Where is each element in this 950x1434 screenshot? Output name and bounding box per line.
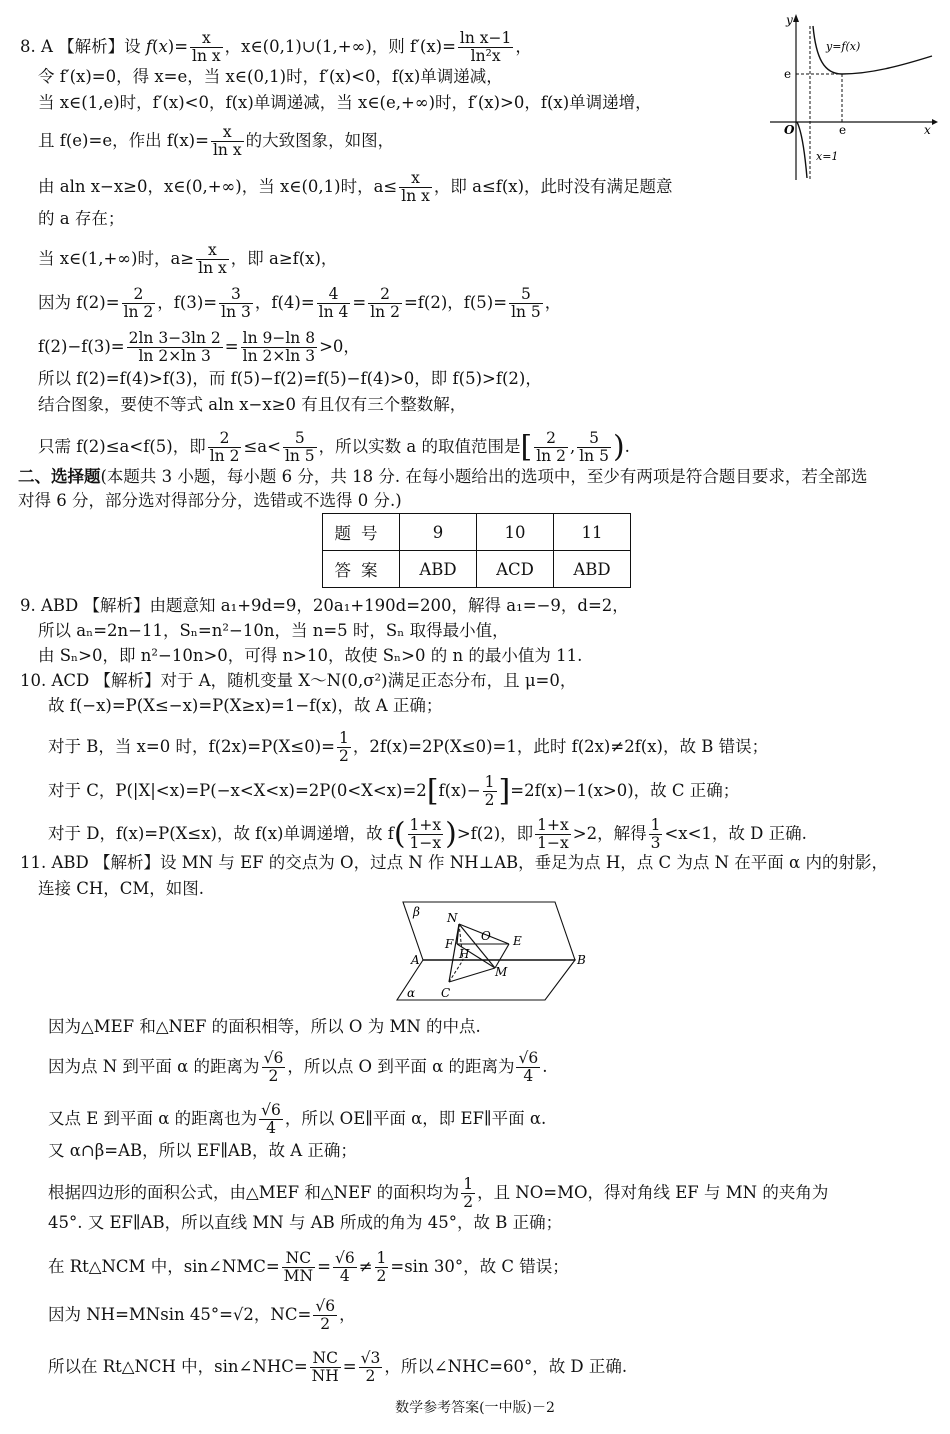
label-n: N	[447, 911, 458, 925]
p11-line9: 在 Rt△NCM 中，sin∠NMC= $\frac{NC}{MN}$ = $\frac{√6}{4}$ ≠ $\frac{1}{2}$ =sin 30°，故 C 错误；	[48, 1249, 569, 1285]
p8-line7: 当 x∈(1,+∞)时，a≥ $\frac{x}{\text{ln x}}$ ，即 a≥f(x)，	[38, 241, 338, 277]
label-e: E	[513, 934, 522, 948]
page-footer: 数学参考答案(一中版)－2	[395, 1400, 555, 1416]
table-cell: 9	[400, 514, 477, 551]
label-f: F	[445, 937, 454, 951]
p10-line2: 故 f(−x)=P(X≤−x)=P(X≥x)=1−f(x)，故 A 正确；	[48, 696, 443, 715]
x-axis-arrow	[932, 119, 938, 125]
p8-line6: 的 a 存在；	[38, 209, 125, 228]
origin-label: O	[784, 123, 795, 137]
left-branch-curve	[797, 122, 807, 178]
p9-line1: 9. ABD 【解析】由题意知 a₁+9d=9，20a₁+190d=200，解得 a₁=−9，d=2，	[20, 596, 629, 615]
e-x-label: e	[839, 123, 847, 137]
p10-line5: 对于 D，f(x)=P(X≤x)，故 f(x)单调递增，故 f( $\frac{1+x}{1-x}$ )>f(2)，即 $\frac{1+x}{1-x}$ >2，解得 $\frac{1}{3}$ <x<1，故 D 正确.	[48, 816, 807, 852]
function-label: y=f(x)	[826, 40, 861, 53]
y-label: y	[786, 13, 793, 27]
table-cell: 10	[477, 514, 554, 551]
p11-line3: 因为△MEF 和△NEF 的面积相等，所以 O 为 MN 的中点.	[48, 1017, 481, 1036]
p11-line8: 45°. 又 EF∥AB，所以直线 MN 与 AB 所成的角为 45°，故 B 正确；	[48, 1213, 563, 1232]
label-h: H	[459, 947, 470, 961]
e-y-label: e	[784, 67, 792, 81]
p8-line10: 所以 f(2)=f(4)>f(3)，而 f(5)−f(2)=f(5)−f(4)>0，即 f(5)>f(2)，	[38, 369, 542, 388]
p11-line2: 连接 CH，CM，如图.	[38, 879, 205, 898]
label-alpha: α	[407, 986, 416, 1000]
table-cell: ABD	[554, 551, 631, 588]
function-graph	[760, 8, 940, 186]
geometry-figure	[395, 900, 590, 1005]
p11-line7: 根据四边形的面积公式，由△MEF 和△NEF 的面积均为 $\frac{1}{2}$ ，且 NO=MO，得对角线 EF 与 MN 的夹角为	[48, 1175, 829, 1211]
p11-line10: 因为 NH=MNsin 45°=√2，NC= $\frac{√6}{2}$ ，	[48, 1297, 356, 1333]
p8-line5: 由 aln x−x≥0，x∈(0,+∞)，当 x∈(0,1)时，a≤ $\frac{x}{\text{ln x}}$ ，即 a≤f(x)，此时没有满足题意	[38, 169, 673, 205]
table-cell: ACD	[477, 551, 554, 588]
p8-line9: f(2)−f(3)= $\frac{2\ln 3-3\ln 2}{\ln 2\times\ln 3}$ = $\frac{\ln 9-\ln 8}{\ln 2\times\ln 3}$ >0，	[38, 329, 360, 365]
p10-line3: 对于 B，当 x=0 时，f(2x)=P(X≤0)= $\frac{1}{2}$ ，2f(x)=2P(X≤0)=1，此时 f(2x)≠2f(x)，故 B 错误；	[48, 729, 769, 765]
p8-line11: 结合图象，要使不等式 aln x−x≥0 有且仅有三个整数解，	[38, 395, 467, 414]
p11-line6: 又 α∩β=AB，所以 EF∥AB，故 A 正确；	[48, 1141, 357, 1160]
table-cell: 11	[554, 514, 631, 551]
label-a: A	[411, 953, 420, 967]
table-header-answer: 答案	[323, 551, 400, 588]
p8-line4: 且 f(e)=e，作出 f(x)= $\frac{x}{\text{ln x}}$ 的大致图象，如图，	[38, 123, 395, 159]
fraction: $\frac{\text{ln x−1}}{\text{ln²x}}$	[459, 29, 512, 65]
table-cell: ABD	[400, 551, 477, 588]
p8-line12: 只需 f(2)≤a<f(5)，即 $\frac{2}{\ln 2}$ ≤a< $\frac{5}{\ln 5}$ ，所以实数 a 的取值范围是[ $\frac{2}{\ln 2}$ , $\frac{5}{\ln 5}$ ).	[38, 429, 630, 465]
p8-line2: 令 f′(x)=0，得 x=e，当 x∈(0,1)时，f′(x)<0，f(x)单调递减，	[38, 67, 503, 86]
asymptote-label: x=1	[816, 150, 839, 163]
label-m: M	[495, 965, 508, 979]
label-c: C	[441, 986, 451, 1000]
p8-line8: 因为 f(2)= $\frac{2}{\ln 2}$ ，f(3)= $\frac{3}{\ln 3}$ ，f(4)= $\frac{4}{\ln 4}$ = $\frac{2}{\ln 2}$ =f(2)，f(5)= $\frac{5}{\ln 5}$ ，	[38, 285, 562, 321]
y-axis-arrow	[793, 14, 799, 22]
answer-table	[322, 513, 631, 588]
table-header-number: 题号	[323, 514, 400, 551]
p11-line1: 11. ABD 【解析】设 MN 与 EF 的交点为 O，过点 N 作 NH⊥AB，垂足为点 H，点 C 为点 N 在平面 α 内的射影，	[20, 853, 888, 872]
section2-header-line2: 对得 6 分，部分选对得部分分，选错或不选得 0 分.)	[18, 491, 402, 510]
p9-line3: 由 Sₙ>0，即 n²−10n>0，可得 n>10，故使 Sₙ>0 的 n 的最小值为 11.	[38, 646, 583, 665]
fraction: $\frac{x}{\text{ln x}}$	[192, 29, 221, 65]
plane-alpha	[397, 960, 575, 1000]
p11-line5: 又点 E 到平面 α 的距离也为 $\frac{√6}{4}$ ，所以 OE∥平面 α，即 EF∥平面 α.	[48, 1101, 547, 1137]
table-row	[323, 551, 631, 588]
p11-line4: 因为点 N 到平面 α 的距离为 $\frac{√6}{2}$ ，所以点 O 到平面 α 的距离为 $\frac{√6}{4}$ .	[48, 1049, 548, 1085]
segment-cm	[449, 968, 495, 982]
p9-line2: 所以 aₙ=2n−11，Sₙ=n²−10n，当 n=5 时，Sₙ 取得最小值，	[38, 621, 509, 640]
p8-line3: 当 x∈(1,e)时，f′(x)<0，f(x)单调递减，当 x∈(e,+∞)时，f′(x)>0，f(x)单调递增，	[38, 93, 652, 112]
p11-line11: 所以在 Rt△NCH 中，sin∠NHC= $\frac{NC}{NH}$ = $\frac{√3}{2}$ ，所以∠NHC=60°，故 D 正确.	[48, 1349, 628, 1385]
p10-line4: 对于 C，P(|X|<x)=P(−x<X<x)=2P(0<X<x)=2[f(x)− $\frac{1}{2}$ ]=2f(x)−1(x>0)，故 C 正确；	[48, 773, 740, 809]
p8-line1: 8. A 【解析】设 f(x)= $\frac{x}{\text{ln x}}$ ，x∈(0,1)∪(1,+∞)，则 f′(x)= $\frac{\text{ln x−1}}{\text{ln²x}}$ ，	[20, 29, 532, 65]
table-row	[323, 514, 631, 551]
label-o: O	[481, 929, 491, 943]
label-b: B	[577, 953, 586, 967]
label-beta: β	[413, 905, 420, 919]
x-label: x	[924, 123, 931, 137]
section2-header: 二、选择题(本题共 3 小题，每小题 6 分，共 18 分. 在每小题给出的选项中，至少有两项是符合题目要求，若全部选	[18, 467, 868, 486]
p10-line1: 10. ACD 【解析】对于 A，随机变量 X～N(0,σ²)满足正态分布，且 μ=0，	[20, 671, 577, 690]
